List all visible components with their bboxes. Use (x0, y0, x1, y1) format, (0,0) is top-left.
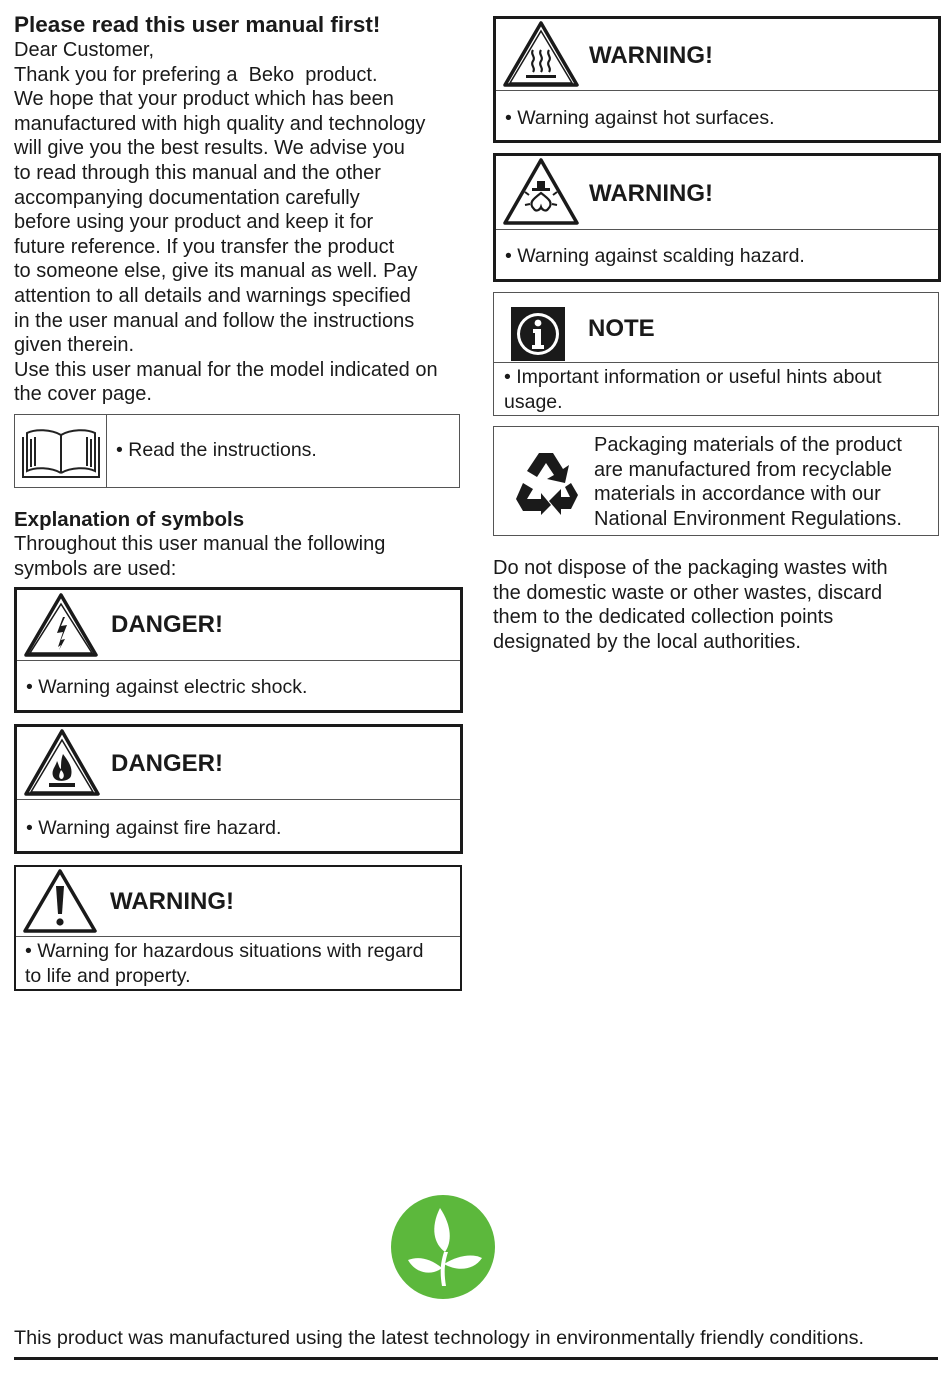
box-header (496, 156, 938, 230)
box-label: DANGER! (111, 750, 223, 777)
intro-line: to someone else, give its manual as well. Pay (14, 260, 418, 283)
recycle-text (594, 433, 902, 531)
box-label: WARNING! (589, 180, 713, 207)
info-icon (511, 307, 565, 361)
intro-line: the cover page. (14, 383, 152, 406)
intro-line: Use this user manual for the model indicated on (14, 358, 438, 381)
recycle-line: Packaging materials of the product (594, 434, 902, 456)
danger-electric-box (14, 587, 463, 713)
warning-scalding-box (493, 153, 941, 282)
intro-line: We hope that your product which has been (14, 88, 394, 111)
recycle-line: National Environment Regulations. (594, 507, 902, 530)
recycle-line: materials in accordance with our (594, 483, 881, 505)
intro-line: will give you the best results. We advise you (14, 137, 405, 160)
box-header (17, 590, 460, 661)
box-text-line: • Warning against hot surfaces. (505, 107, 775, 129)
eco-statement: This product was manufactured using the latest technology in environmentally friendly conditions. (14, 1327, 864, 1349)
hot-surface-icon (502, 20, 580, 88)
disposal-line: Do not dispose of the packaging wastes with (493, 557, 888, 579)
intro-line: accompanying documentation carefully (14, 186, 360, 209)
read-instructions-box (14, 414, 460, 488)
box-text-line: • Warning against electric shock. (26, 676, 308, 698)
note-box (493, 292, 939, 416)
intro-line: Thank you for prefering a Beko product. (14, 63, 378, 86)
box-text-line: • Warning for hazardous situations with regard (25, 940, 424, 962)
box-text-line: • Warning against fire hazard. (26, 817, 282, 839)
box-text (26, 816, 450, 841)
box-text (504, 365, 928, 414)
intro-line: attention to all details and warnings specified (14, 284, 411, 307)
exclamation-warning-icon (22, 868, 98, 934)
danger-fire-box (14, 724, 463, 854)
box-text-line: • Important information or useful hints about (504, 366, 882, 388)
intro-line: to read through this manual and the other (14, 161, 381, 184)
disposal-text (493, 556, 888, 654)
disposal-line: them to the dedicated collection points (493, 606, 834, 629)
disposal-line: the domestic waste or other wastes, discard (493, 581, 883, 604)
intro-line: given therein. (14, 334, 135, 357)
intro-line: future reference. If you transfer the product (14, 235, 395, 258)
intro-line: manufactured with high quality and technology (14, 112, 426, 135)
electric-shock-icon (23, 592, 99, 658)
leaf-eco-icon (390, 1194, 496, 1300)
box-text (505, 106, 928, 131)
box-text (25, 939, 450, 988)
box-header (496, 19, 938, 91)
box-label: DANGER! (111, 611, 223, 638)
book-icon-cell (15, 415, 107, 487)
box-text-line: • Warning against scalding hazard. (505, 245, 805, 267)
recycle-box (493, 426, 939, 536)
intro-text (14, 38, 474, 407)
box-header (16, 867, 460, 937)
box-label: WARNING! (110, 888, 234, 915)
intro-line: before using your product and keep it for (14, 211, 374, 234)
recycle-icon (511, 449, 583, 517)
box-text-line: usage. (504, 390, 563, 413)
box-label: WARNING! (589, 42, 713, 69)
symbols-line: Throughout this user manual the following (14, 533, 386, 555)
page-title: Please read this user manual first! (14, 12, 381, 37)
read-instructions-text: • Read the instructions. (116, 439, 317, 461)
scalding-hazard-icon (502, 157, 580, 227)
symbols-intro (14, 532, 385, 581)
symbols-line: symbols are used: (14, 557, 177, 580)
open-book-icon (21, 427, 101, 479)
footer-divider (14, 1357, 938, 1360)
box-label: NOTE (588, 315, 655, 342)
box-text (26, 675, 450, 700)
symbols-heading: Explanation of symbols (14, 508, 245, 531)
fire-hazard-icon (23, 728, 101, 798)
disposal-line: designated by the local authorities. (493, 630, 801, 653)
box-text (505, 244, 928, 269)
box-header (17, 727, 460, 800)
box-text-line: to life and property. (25, 964, 191, 987)
intro-line: Dear Customer, (14, 39, 155, 61)
recycle-line: are manufactured from recyclable (594, 458, 892, 481)
box-header (494, 293, 938, 363)
warning-hot-surface-box (493, 16, 941, 143)
intro-line: in the user manual and follow the instructions (14, 309, 415, 332)
warning-general-box (14, 865, 462, 991)
